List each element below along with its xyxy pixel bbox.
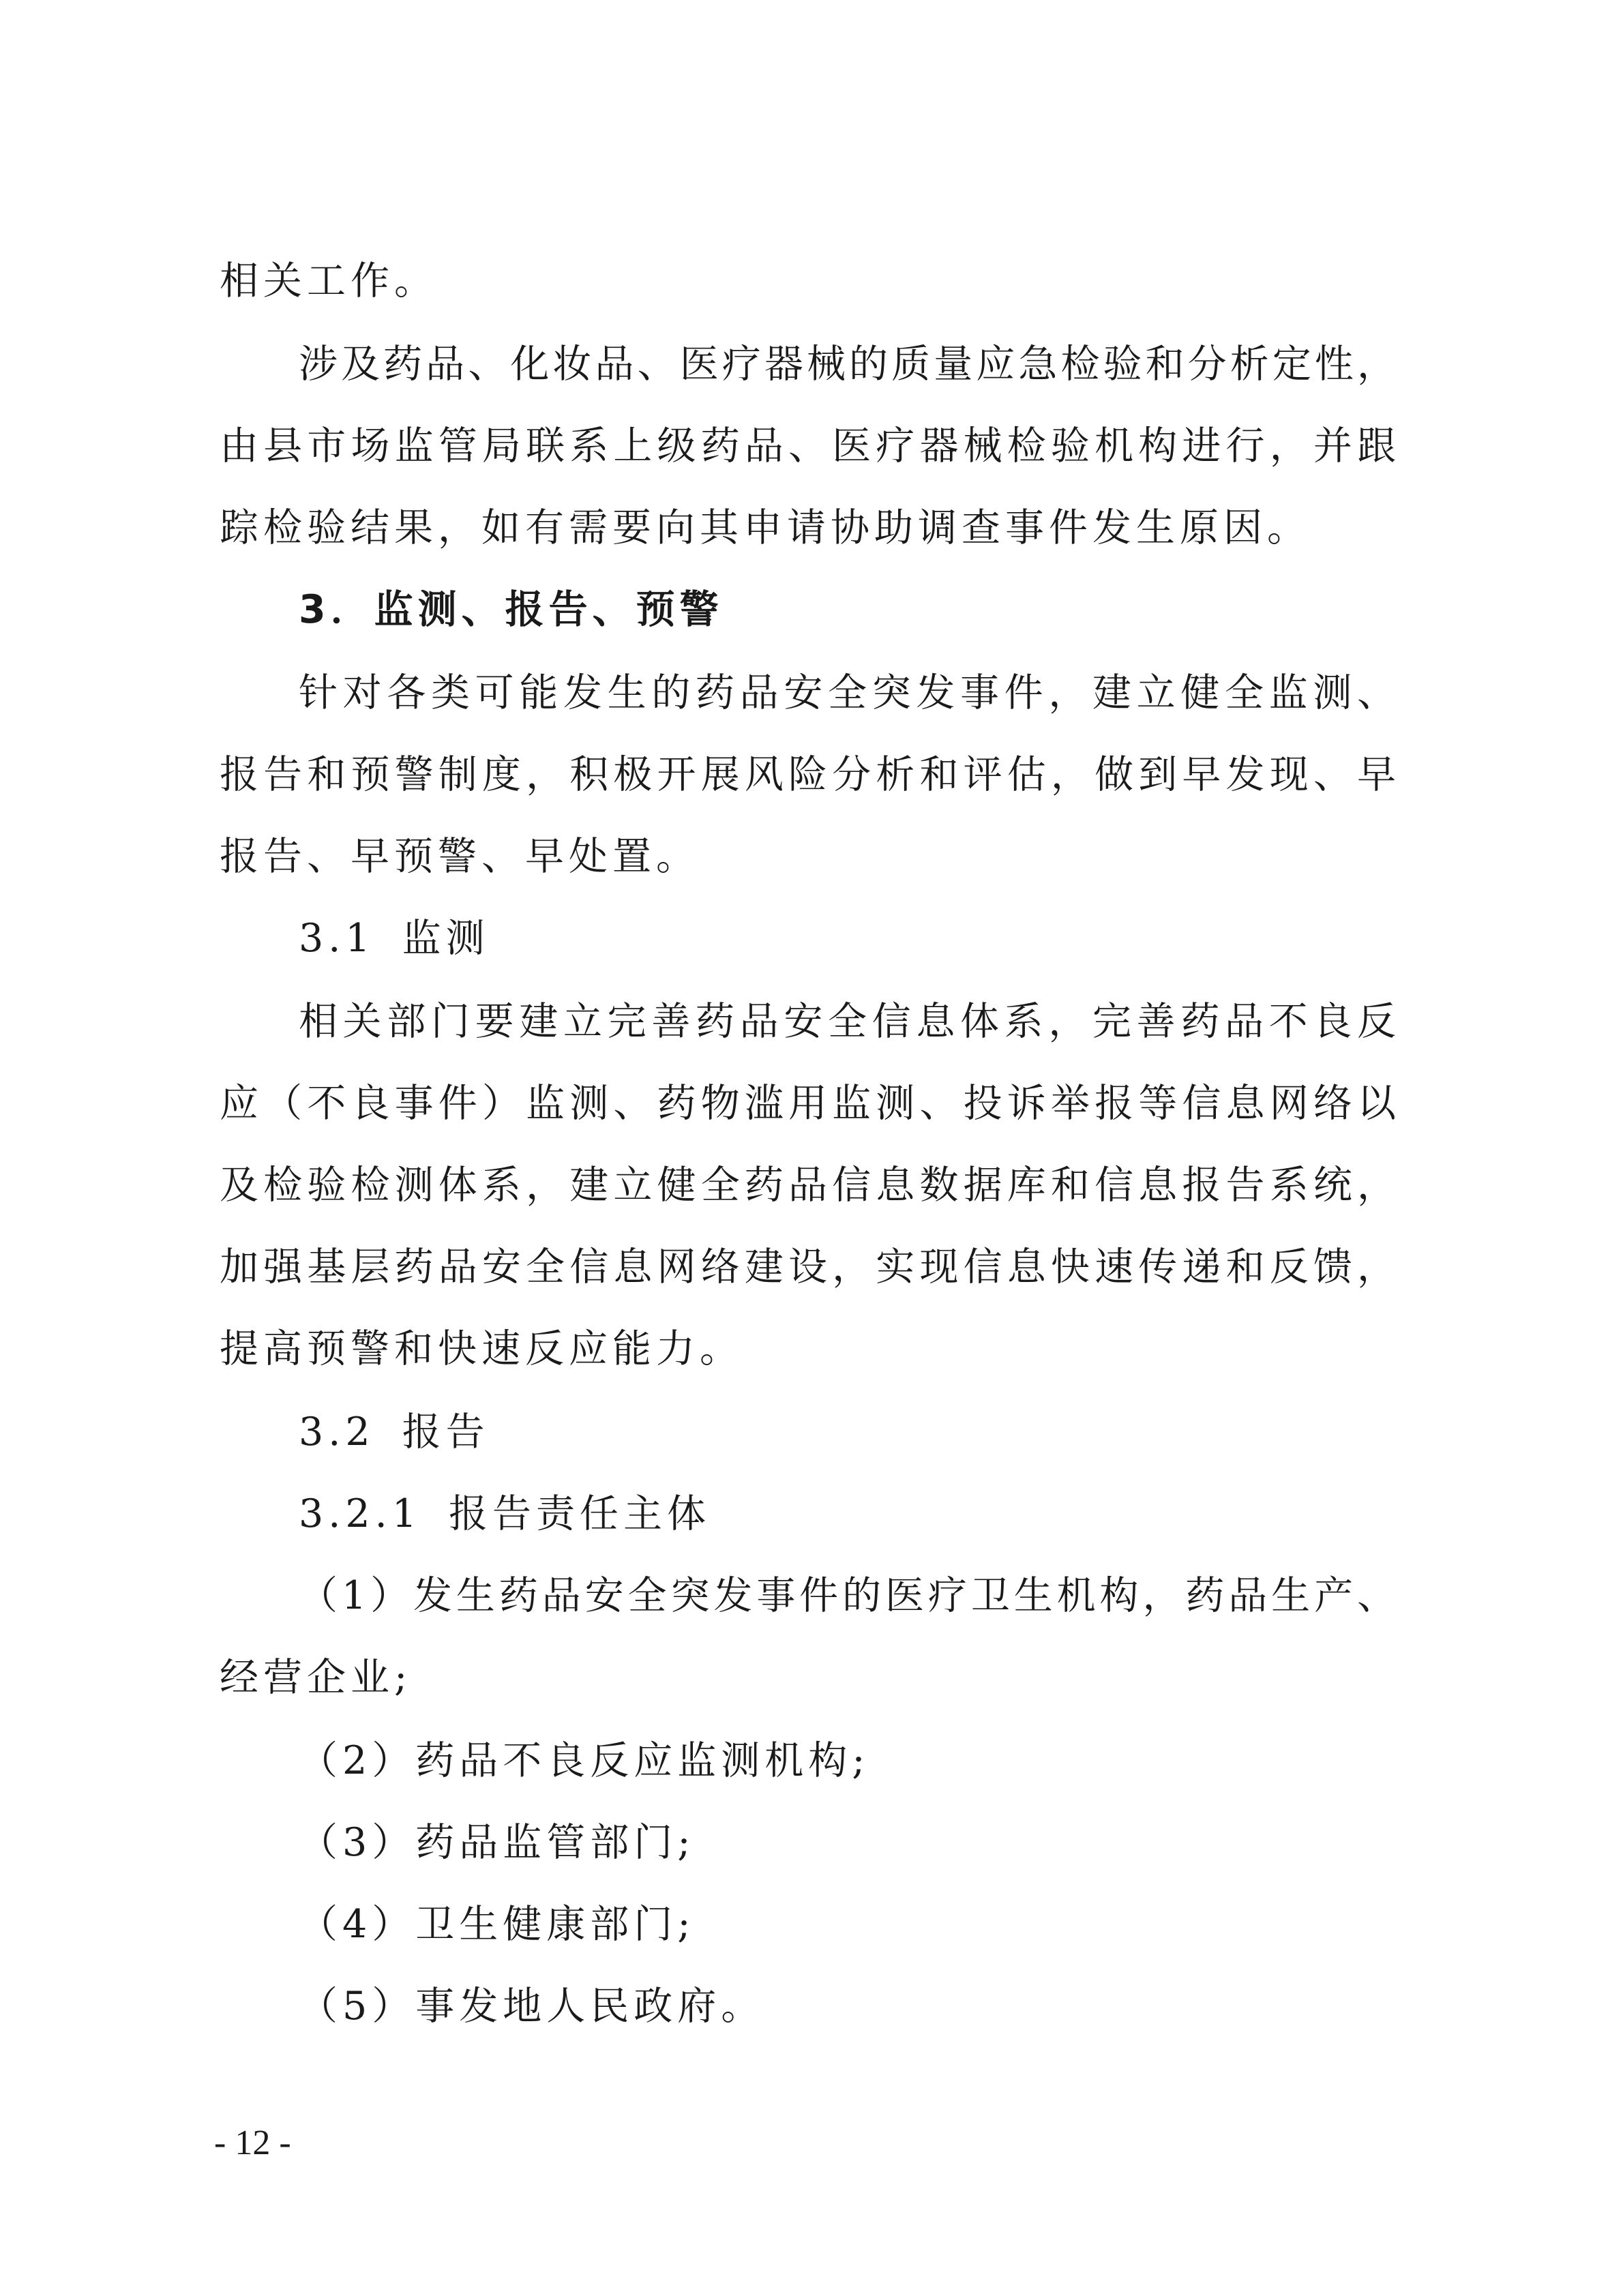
paragraph-line: 报告、早预警、早处置。 (220, 834, 700, 879)
page-number: - 12 - (214, 2123, 291, 2162)
paragraph-line: 踪检验结果，如有需要向其申请协助调查事件发生原因。 (220, 505, 1311, 550)
paragraph-line: 相关工作。 (220, 258, 438, 303)
section-title: 报告责任主体 (449, 1491, 711, 1536)
subsection-heading-3-1 (299, 911, 490, 966)
paragraph-line: 涉及药品、化妆品、医疗器械的质量应急检验和分析定性， (299, 342, 1396, 387)
section-heading: 3．监测、报告、预警 (299, 587, 724, 632)
section-number: 3.2 (299, 1410, 375, 1455)
section-number: 3.1 (299, 916, 375, 961)
paragraph-line: 相关部门要建立完善药品安全信息体系，完善药品不良反 (299, 999, 1396, 1044)
list-item: （1）发生药品安全突发事件的医疗卫生机构，药品生产、 (299, 1573, 1396, 1618)
subsection-heading-3-2-1 (299, 1487, 711, 1541)
section-title: 监测 (402, 916, 490, 961)
list-item-continuation: 经营企业; (220, 1655, 413, 1700)
paragraph-line: 报告和预警制度，积极开展风险分析和评估，做到早发现、早 (220, 752, 1396, 797)
paragraph-line: 应（不良事件）监测、药物滥用监测、投诉举报等信息网络以 (220, 1081, 1396, 1126)
paragraph-line: 针对各类可能发生的药品安全突发事件，建立健全监测、 (299, 670, 1396, 715)
list-item: （4）卫生健康部门; (299, 1902, 696, 1947)
paragraph-line: 由县市场监管局联系上级药品、医疗器械检验机构进行，并跟 (220, 423, 1396, 468)
subsection-heading-3-2 (299, 1405, 490, 1459)
list-item: （2）药品不良反应监测机构; (299, 1738, 870, 1783)
section-title: 报告 (402, 1410, 490, 1455)
list-item: （3）药品监管部门; (299, 1820, 696, 1865)
section-number: 3.2.1 (299, 1491, 422, 1536)
paragraph-line: 加强基层药品安全信息网络建设，实现信息快速传递和反馈， (220, 1244, 1396, 1289)
list-item: （5）事发地人民政府。 (299, 1984, 765, 2029)
paragraph-line: 提高预警和快速反应能力。 (220, 1326, 743, 1371)
paragraph-line: 及检验检测体系，建立健全药品信息数据库和信息报告系统， (220, 1163, 1396, 1208)
